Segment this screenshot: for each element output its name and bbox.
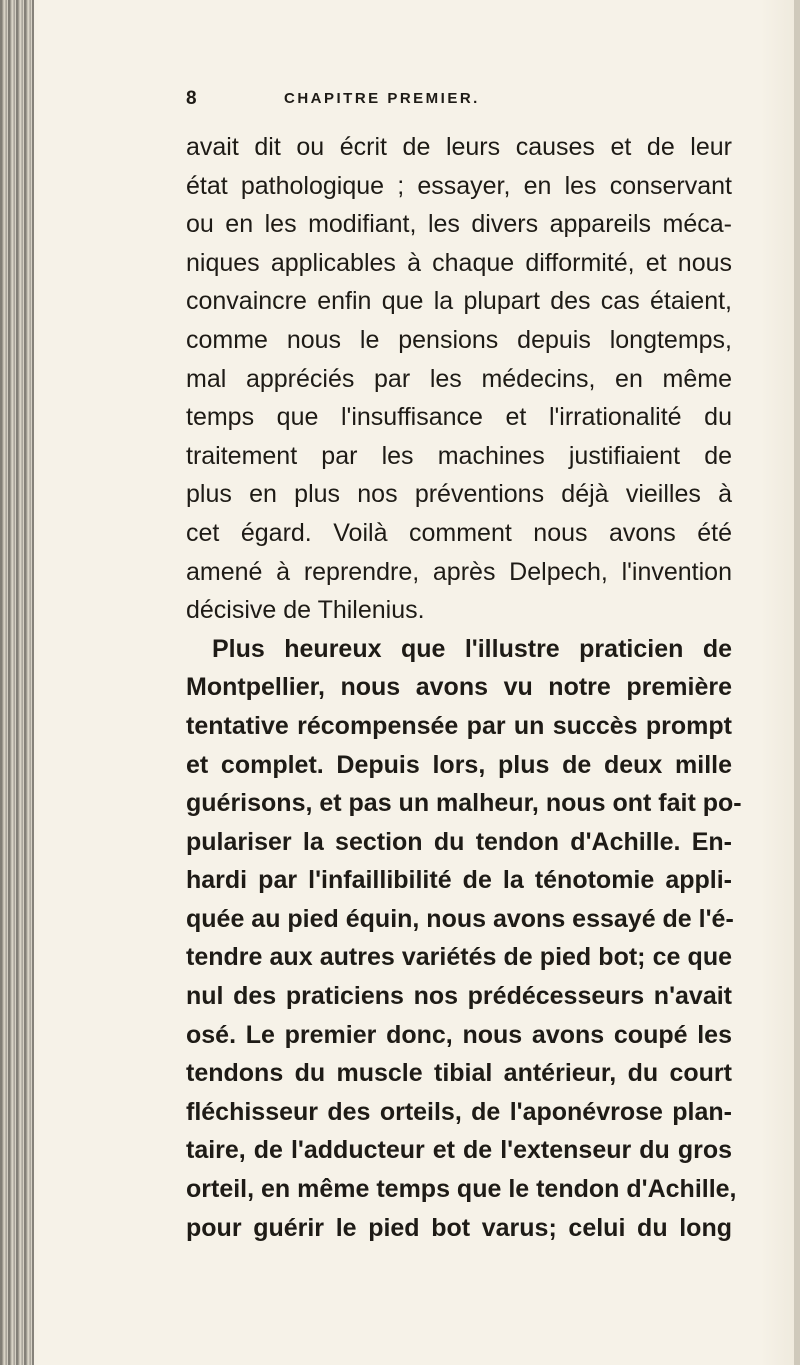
text-line: état pathologique ; essayer, en les conservant	[186, 171, 732, 200]
text-line: pour guérir le pied bot varus; celui du long	[186, 1213, 732, 1242]
text-line: guérisons, et pas un malheur, nous ont fait po-	[186, 789, 742, 818]
text-line: tendons du muscle tibial antérieur, du court	[186, 1059, 732, 1088]
text-line: quée au pied équin, nous avons essayé de l'é-	[186, 904, 734, 933]
page-number: 8	[186, 88, 197, 109]
text-line: niques applicables à chaque difformité, et nous	[186, 248, 732, 277]
body-text	[186, 128, 742, 1247]
text-line: tendre aux autres variétés de pied bot; ce que	[186, 943, 732, 972]
text-line: taire, de l'adducteur et de l'extenseur du gros	[186, 1136, 732, 1165]
text-line: temps que l'insuffisance et l'irrationalité du	[186, 403, 732, 432]
text-line: traitement par les machines justifiaient de	[186, 441, 732, 470]
text-line: décisive de Thilenius.	[186, 596, 425, 625]
running-head: CHAPITRE PREMIER.	[284, 90, 480, 107]
binding-gutter	[0, 0, 34, 1365]
text-line: fléchisseur des orteils, de l'aponévrose plan-	[186, 1097, 732, 1126]
text-line: nul des praticiens nos prédécesseurs n'avait	[186, 982, 732, 1011]
text-line: orteil, en même temps que le tendon d'Achille,	[186, 1175, 737, 1204]
text-line: comme nous le pensions depuis longtemps,	[186, 325, 732, 354]
page-header	[186, 88, 726, 114]
page-edge	[794, 0, 800, 1365]
text-line: ou en les modifiant, les divers appareils méca-	[186, 210, 732, 239]
text-line: osé. Le premier donc, nous avons coupé les	[186, 1020, 732, 1049]
text-line: Montpellier, nous avons vu notre première	[186, 673, 732, 702]
text-line: pulariser la section du tendon d'Achille. En-	[186, 827, 732, 856]
text-line: Plus heureux que l'illustre praticien de	[212, 634, 732, 663]
text-line: cet égard. Voilà comment nous avons été	[186, 518, 732, 547]
text-line: hardi par l'infaillibilité de la ténotomie appli-	[186, 866, 732, 895]
text-line: convaincre enfin que la plupart des cas étaient,	[186, 287, 732, 316]
text-line: et complet. Depuis lors, plus de deux mille	[186, 750, 732, 779]
text-line: mal appréciés par les médecins, en même	[186, 364, 732, 393]
text-line: plus en plus nos préventions déjà vieilles à	[186, 480, 732, 509]
text-line: avait dit ou écrit de leurs causes et de leur	[186, 133, 732, 161]
paragraph-1	[186, 128, 732, 630]
text-line: tentative récompensée par un succès prompt	[186, 711, 732, 740]
paragraph-2	[186, 630, 742, 1248]
text-line: amené à reprendre, après Delpech, l'invention	[186, 557, 732, 586]
